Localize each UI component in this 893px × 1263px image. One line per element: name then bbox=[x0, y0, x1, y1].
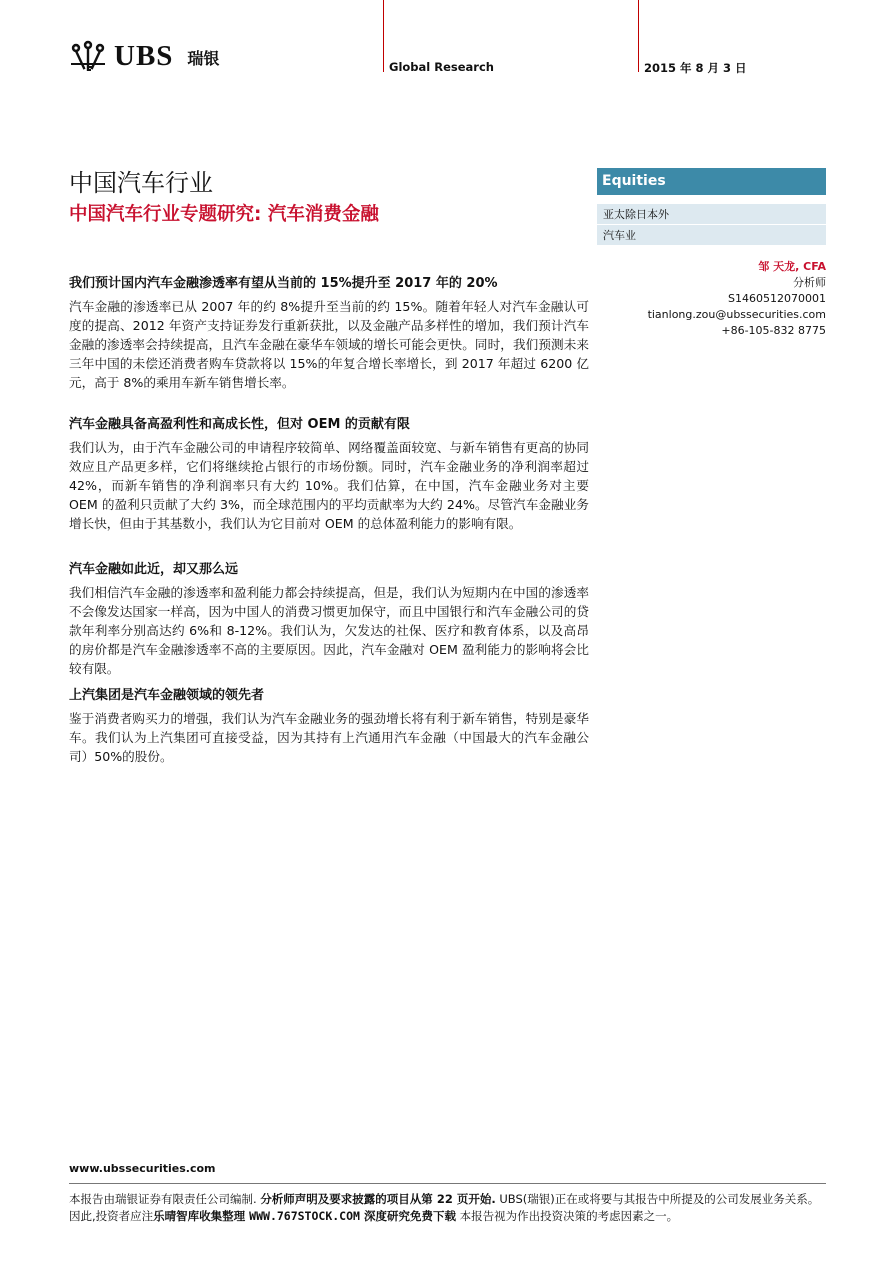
analyst-role: 分析师 bbox=[793, 276, 826, 289]
page-subtitle: 中国汽车行业专题研究: 汽车消费金融 bbox=[69, 204, 379, 225]
watermark-name: 乐晴智库收集整理 bbox=[153, 1209, 246, 1223]
analyst-block bbox=[648, 259, 826, 339]
footer-divider bbox=[69, 1183, 826, 1184]
header-divider-left bbox=[383, 0, 384, 72]
analyst-name[interactable]: 邹 天龙, CFA bbox=[758, 260, 826, 273]
footer-disclaimer bbox=[69, 1191, 826, 1225]
watermark-tagline: 深度研究免费下载 bbox=[363, 1209, 456, 1223]
logo-text: UBS bbox=[114, 40, 174, 72]
section-profitability bbox=[69, 415, 589, 533]
section-penetration bbox=[69, 274, 589, 392]
section-heading: 汽车金融具备高盈利性和高成长性，但对 OEM 的贡献有限 bbox=[69, 417, 410, 432]
section-body: 我们相信汽车金融的渗透率和盈利能力都会持续提高，但是，我们认为短期内在中国的渗透率不会像发达国家一样高，因为中国人的消费习惯更加保守，而且中国银行和汽车金融公司的贷款年利率分别高达约 6%和 8-12%。我们认为，欠发达的社保、医疗和教育体系，以及高昂的房价都是汽车金融渗透率不高的主要原因。因此，汽车金融对 OEM 盈利能力的影响将会比较有限。 bbox=[69, 585, 589, 676]
section-body: 鉴于消费者购买力的增强，我们认为汽车金融业务的强劲增长将有利于新车销售，特别是豪华车。我们认为上汽集团可直接受益，因为其持有上汽通用汽车金融（中国最大的汽车金融公司）50%的股份。 bbox=[69, 711, 589, 764]
report-date: 2015 年 8 月 3 日 bbox=[644, 61, 747, 75]
division-label: Global Research bbox=[389, 60, 494, 74]
section-heading: 汽车金融如此近，却又那么远 bbox=[69, 562, 239, 577]
watermark-site: WWW.767STOCK.COM bbox=[249, 1209, 360, 1223]
disclaimer-part-a: 本报告由瑞银证券有限责任公司编制. bbox=[69, 1192, 257, 1206]
section-body: 我们认为，由于汽车金融公司的申请程序较简单、网络覆盖面较宽、与新车销售有更高的协同效应且产品更多样，它们将继续抢占银行的市场份额。同时，汽车金融业务的净利润率超过 42%，而新车销售的净利润率只有大约 10%。我们估算，在中国，汽车金融业务对主要 OEM 的盈利只贡献了大约 3%，而全球范围内的平均贡献率为大约 24%。尽管汽车金融业务增长快，但由于其基数小，我们认为它目前对 OEM 的总体盈利能力的影响有限。 bbox=[69, 440, 589, 531]
page-title: 中国汽车行业 bbox=[69, 169, 213, 197]
watermark bbox=[153, 1209, 456, 1223]
asset-class-bar: Equities bbox=[597, 168, 826, 195]
disclosure-notice: 分析师声明及要求披露的项目从第 22 页开始. bbox=[260, 1192, 496, 1206]
header-divider-right bbox=[638, 0, 639, 72]
section-heading: 上汽集团是汽车金融领域的领先者 bbox=[69, 688, 265, 703]
disclaimer-part-d: 本报告视为作出投资决策的考虑因素之一。 bbox=[459, 1209, 679, 1223]
analyst-phone: +86-105-832 8775 bbox=[721, 324, 826, 337]
footer-url-link[interactable]: www.ubssecurities.com bbox=[69, 1162, 216, 1175]
disclaimer-part-c: UBS(瑞银)正在或将要与其报告中所提及的公司发展业务关系。因此,投资者应注 bbox=[69, 1192, 820, 1223]
ubs-keys-icon bbox=[68, 39, 108, 73]
section-body: 汽车金融的渗透率已从 2007 年的约 8%提升至当前的约 15%。随着年轻人对汽车金融认可度的提高、2012 年资产支持证券发行重新获批，以及金融产品多样性的增加，我们预计汽车金融的渗透率会持续提高，且汽车金融在豪华车领域的增长可能会更快。同时，我们预测未来三年中国的未偿还消费者购车贷款将以 15%的年复合增长率增长，到 2017 年超过 6200 亿元，高于 8%的乘用车新车销售增长率。 bbox=[69, 299, 589, 390]
section-saic-leader bbox=[69, 686, 589, 766]
analyst-id: S1460512070001 bbox=[728, 292, 826, 305]
section-near-far bbox=[69, 560, 589, 678]
sector-label: 汽车业 bbox=[597, 225, 826, 246]
logo-chinese-name: 瑞银 bbox=[187, 49, 220, 68]
analyst-email[interactable]: tianlong.zou@ubssecurities.com bbox=[647, 308, 826, 321]
ubs-logo bbox=[68, 38, 219, 74]
section-heading: 我们预计国内汽车金融渗透率有望从当前的 15%提升至 2017 年的 20% bbox=[69, 276, 498, 291]
region-label: 亚太除日本外 bbox=[597, 204, 826, 225]
